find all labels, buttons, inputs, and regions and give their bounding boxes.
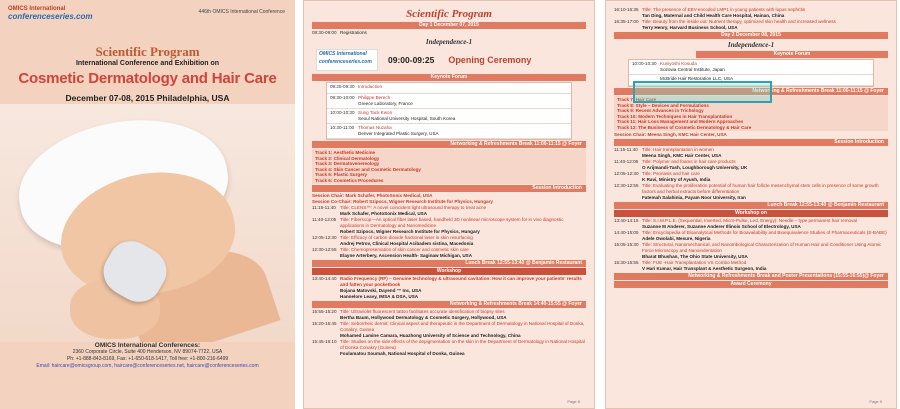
talk-time: 11:15-11:40 (614, 147, 638, 152)
track-item: Track 3: Dermatovenereology (315, 161, 380, 166)
footer-head: OMICS International Conferences: (94, 342, 201, 349)
keynote-time: 09:30-10:00 (330, 95, 355, 100)
talk-speaker: Suzanne M Anderer, Suzanne Anderer Illinois School of Electrology, USA (642, 224, 801, 229)
logo-line2: conferenceseries.com (8, 12, 93, 21)
track-item: Track 8: Style – Devices and Formulations (617, 102, 709, 108)
day2-bar: Day 2 December 08, 2015 (614, 32, 888, 39)
talk-speaker: Elayne Arterbery, Ascension Health- Saginaw Michigan, USA (340, 253, 473, 258)
mini-logo-line1: OMICS International (319, 51, 367, 57)
omics-logo (8, 6, 93, 34)
talk-title: Title: S.I.M.P.L.E. (Sequential, Inverted, Micro-Pulse, Led, Energy): Needle – type permanent hair removal (642, 218, 857, 223)
page-number: Page 8 (567, 399, 580, 404)
date-place: December 07-08, 2015 Philadelphia, USA (65, 93, 230, 103)
logo-line1: OMICS International (8, 6, 66, 12)
talk-speaker: Meena Singh, KMC Hair Center, USA (642, 153, 722, 158)
talk-time: 14:40-15:05 (614, 230, 639, 235)
talk-speaker: Adele Owolabi, Mesure, Nigeria (642, 236, 711, 241)
page-number: Page 9 (869, 399, 882, 404)
lunch-bar: Lunch Break 12:55-13:40 @ Benjamin Restaurant (312, 260, 586, 267)
track-item: Track 5: Plastic Surgery (315, 172, 368, 177)
keynote-aff: Sozowa Central Institute, Japan (660, 67, 725, 72)
talk-row (614, 171, 888, 183)
footer-email: Email: haircare@omicsgroup.com, haircare@conferenceseries.net, haircare@conferenceseries.com (36, 363, 259, 369)
opening-ceremony (316, 49, 582, 71)
mini-logo-line2: conferenceseries.com (319, 59, 372, 65)
talk-speaker: O Arijmandi-Tash, Loughborough University, UK (642, 165, 748, 170)
keynote-title: Philippe Berech (358, 95, 391, 100)
session-intro-bar: Session Introduction (614, 139, 888, 146)
talk-time: 16:10-16:35 (614, 7, 639, 12)
page2-heading: Scientific Program (406, 8, 492, 20)
day1-bar: Day 1 December 07, 2015 (312, 22, 586, 29)
talk-time: 11:15-11:40 (312, 205, 336, 210)
talk-time: 15:55-15:20 (312, 309, 337, 314)
ceremony-time: 09:00-09:25 (388, 55, 435, 65)
talk-title: Title: Polymer and foams in hair care products (642, 159, 736, 164)
session-chair: Session Chair: Mark Schafer, PhotoSonix Medical, USA (312, 193, 433, 198)
talk-row (614, 242, 888, 260)
track-item: Track 11: Hair Loss Management and Modern Approaches (617, 119, 744, 124)
talk-title: Title: FUE -Hair Transplantation VS Combo Method (642, 260, 747, 265)
talk-row (614, 147, 888, 159)
keynote-title: Sung Tack Kwon (358, 110, 393, 115)
talk-time: 12:30-12:55 (312, 247, 337, 252)
reg-label: Registrations (340, 30, 367, 35)
mini-logo (316, 49, 378, 71)
keynote-row (629, 60, 873, 75)
talk-row (614, 260, 888, 272)
talk-speaker: Mohamed Lamine Camara, Huazhong University of Science and Technology, China (340, 333, 521, 338)
talk-row (614, 7, 888, 19)
talk-title: Title: Studies on the side effects of the depigmentation on the skin in the Department of Dermatology in National Hospital of Donka Conakry (Guinea) (340, 339, 585, 350)
lunch-bar: Lunch Break 12:55-13:40 @ Benjamin Restaurant (614, 202, 888, 209)
keynote-bar: Keynote Forum (696, 51, 888, 58)
track-item: Track 9: Recent Advances in Trichology (617, 108, 704, 113)
highlight-box[interactable] (633, 81, 772, 103)
track-item: Track 12: The Business of Cosmetic Dermatology & Hair Care (617, 124, 752, 130)
talk-speaker: Robert Szipocs, Wigner Research Institute for Physics, Hungary (340, 229, 480, 234)
talk-time: 15:30-15:55 (614, 260, 639, 265)
talk-row (312, 217, 586, 235)
footer-address: 2360 Corporate Circle, Suite 400 Henderson, NV 89074-7722, USA (72, 349, 223, 355)
keynote-title: Introduction (358, 84, 383, 89)
track-item: Track 10: Modern Techniques in Hair Transplantation (617, 113, 733, 119)
keynote-bar: Keynote Forum (312, 74, 586, 81)
talk-speaker: Foulamatou Soumah, National Hospital of Donka, Guinea (340, 351, 465, 356)
track-item: Track 6: Cosmetics Procedures (315, 177, 384, 183)
workshop-names2: Hannelore Leavy, IMSA & DSA, USA (340, 294, 419, 299)
footer-phone: Ph: +1-888-843-8169, Fax: +1-650-618-1417, Toll free: +1-800-216-6499 (66, 356, 229, 362)
talk-time: 11:40-12:05 (312, 217, 337, 222)
talk-title: Title: Psoriasis and hair care (642, 171, 700, 176)
workshop-time: 13:40-14:40 (312, 276, 337, 281)
talk-title: Title: Beauty from the inside out: Nutrient therapy, optimized skin health and increased wellness (642, 19, 836, 24)
talk-time: 12:05-12:30 (614, 171, 639, 176)
session-cochair: Session Co-Chair: Robert Szipocs, Wigner Research Institute for Physics, Hungary (312, 199, 493, 204)
ceremony-label: Opening Ceremony (448, 55, 532, 65)
talk-title: Title: Ultraviolet fluorescent tattoo facilitates accurate identification of biopsy sites (340, 309, 505, 314)
track-list (312, 149, 586, 184)
talk-title: Title: Evaluating the proliferation potential of human hair follicle mesenchymal stem cells in presence of some growth factors and herbal extracts before differentiation (642, 183, 879, 194)
break-bar: Networking & Refreshments Break 11:00-11:15 @ Foyer (312, 141, 586, 148)
track-item: Track 7: Hair Care (617, 97, 657, 102)
talk-row (312, 339, 586, 357)
talk-row (312, 205, 586, 217)
talk-title: Title: Chemopreservation of skin cancer and cosmetic skin care (340, 247, 469, 252)
talk-time: 12:30-12:55 (614, 183, 639, 188)
talk-title: Title: The presence of EBV-encoded LMP1 in young patients with lupus nephritis (642, 7, 806, 12)
keynote-time: 10:00-10:30 (632, 61, 657, 66)
talk-row (614, 218, 888, 230)
break-bar-2: Networking & Refreshments Break and Poster Presentations (15:55-16:55)@ Foyer (614, 273, 888, 280)
registration-row (312, 30, 586, 36)
independence-label: Independence-1 (425, 38, 473, 46)
talk-time: 11:40-12:05 (614, 159, 639, 164)
keynote-aff: Denver Integrated Plastic Surgery, USA (358, 131, 439, 136)
independence-label: Independence-1 (727, 41, 775, 49)
event-line: International Conference and Exhibition on (75, 60, 220, 67)
talk-title: Title: Fiberscop—An optical fiber laser based, handheld 3D nonlinear microscope system for in vivo diagnostic applications in Dermatology and Nanomedicine (340, 217, 564, 228)
talk-row (312, 321, 586, 339)
keynote-title: Kuniyoshi Kosuda (660, 61, 697, 66)
program-page-day1 (303, 0, 595, 409)
talk-speaker: Mark Schafer, PhotoSonix Medical, USA (340, 211, 428, 216)
talk-time: 15:20-15:45 (312, 321, 337, 326)
talk-title: Title: Encyclopedia of Bioanalytical Methods for Bioavailability and Bioequivalence Studies of Pharmaceuticals (E-BABE) (642, 230, 887, 235)
session-intro-bar: Session Introduction (312, 185, 586, 192)
keynote-row (327, 109, 571, 124)
talk-time: 13:40-14:15 (614, 218, 639, 223)
program-page-day2 (605, 0, 897, 409)
talk-speaker: Fatemah Salahinia, Payam Noor University, Iran (642, 195, 746, 200)
reg-time: 08:30-09:00 (312, 30, 337, 35)
program-title: Scientific Program (95, 44, 200, 59)
keynote-row (327, 124, 571, 139)
talk-row (312, 247, 586, 259)
talk-row (614, 230, 888, 242)
talk-speaker: Terry Henry, Harvard Business School, USA (642, 25, 738, 30)
keynote-list (326, 82, 572, 140)
talk-time: 15:05-15:30 (614, 242, 639, 247)
talk-speaker: Bertha Baum, Hollywood Dermatology & Cosmetic Surgery, Hollywood, USA (340, 315, 507, 320)
talk-row (614, 159, 888, 171)
keynote-time: 09:25-09:30 (330, 84, 355, 89)
keynote-row (327, 94, 571, 109)
keynote-aff: Greece Laboratory, France (358, 101, 413, 106)
keynote-time: 10:30-11:00 (330, 125, 355, 130)
keynote-title: Thomas Nuzaha (358, 125, 392, 130)
track-item: Track 1: Aesthetic Medicine (315, 150, 376, 155)
talk-title: Title: CLENS™: A novel coincident light ultrasound therapy to treat acne (340, 205, 487, 210)
talk-speaker: V Hari Kumar, Hair Transplant & Aesthetic Surgeon, India (642, 266, 767, 271)
talk-time: 12:05-12:30 (312, 235, 337, 240)
keynote-row (327, 83, 571, 94)
cover-photo (0, 104, 295, 342)
talk-speaker: K Ravi, Ministry of Ayush, India (642, 177, 711, 182)
workshop-bar: Workshop (312, 268, 586, 275)
cover-page (0, 0, 295, 409)
talk-time: 15:45-16:10 (312, 339, 337, 344)
workshop-names: Bojana Matovski, Dayend ™ Inc, USA (340, 288, 422, 293)
keynote-time: 10:00-10:30 (330, 110, 355, 115)
workshop-bar: Workshop on (614, 210, 888, 217)
keynote-aff: Seoul National University Hospital, South Korea (358, 116, 456, 121)
talk-title: Title: Structural, Nanomechanical, and Nanotribological Characterization of Human Hair and Conditioner Using Atomic Force Microscopy and Nanoindentation (642, 242, 882, 253)
cover-footer (0, 342, 295, 370)
talk-row (312, 235, 586, 247)
session-chair: Session Chair: Meena Singh, KMC Hair Center, USA (614, 132, 727, 137)
conference-number: 446th OMICS International Conference (198, 9, 285, 15)
talk-title: Title: Seborrheic dermit: Clinical aspect and therapeutic in the Department of Dermatology in National Hospital of Donka, Conakry, Guinea (340, 321, 585, 332)
track-item: Track 4: Skin Cancer and Cosmetic Dermatology (315, 166, 421, 172)
talk-row (614, 19, 888, 31)
talk-title: Title: Hair transplantation in women (642, 147, 714, 152)
event-title: Cosmetic Dermatology and Hair Care (18, 70, 277, 87)
keynote-aff: McBride Hair Restoration LLC, USA (660, 76, 734, 81)
talk-speaker: Bharat Bhushan, The Ohio State University, USA (642, 254, 748, 259)
track-item: Track 2: Clinical Dermatology (315, 155, 380, 161)
talk-speaker: Tan Ding, Maternal and Child Health Care Hospital, Hainan, China (642, 13, 785, 18)
award-bar: Award Ceremony (614, 281, 888, 288)
workshop-row (312, 276, 586, 300)
workshop-title: Radio Frequency (RF) – Genuine technology & ultrasound cavitation: How it can improve your patients' results and fatten your pocketbook (340, 276, 582, 287)
talk-speaker: Andrej Petrov, Clinical Hospital Acibadem sistina, Macedonia (340, 241, 474, 246)
talk-time: 16:35-17:00 (614, 19, 639, 24)
talk-title: Title: Efficacy of carbon dioxide fractional laser in skin resurfacing (340, 235, 473, 240)
talk-row (312, 309, 586, 321)
break-bar-2: Networking & Refreshments Break 14:40-15:55 @ Foyer (312, 301, 586, 308)
break-bar: Networking & Refreshments Break 11:00-11:15 @ Foyer (614, 88, 888, 95)
talk-row (614, 183, 888, 201)
